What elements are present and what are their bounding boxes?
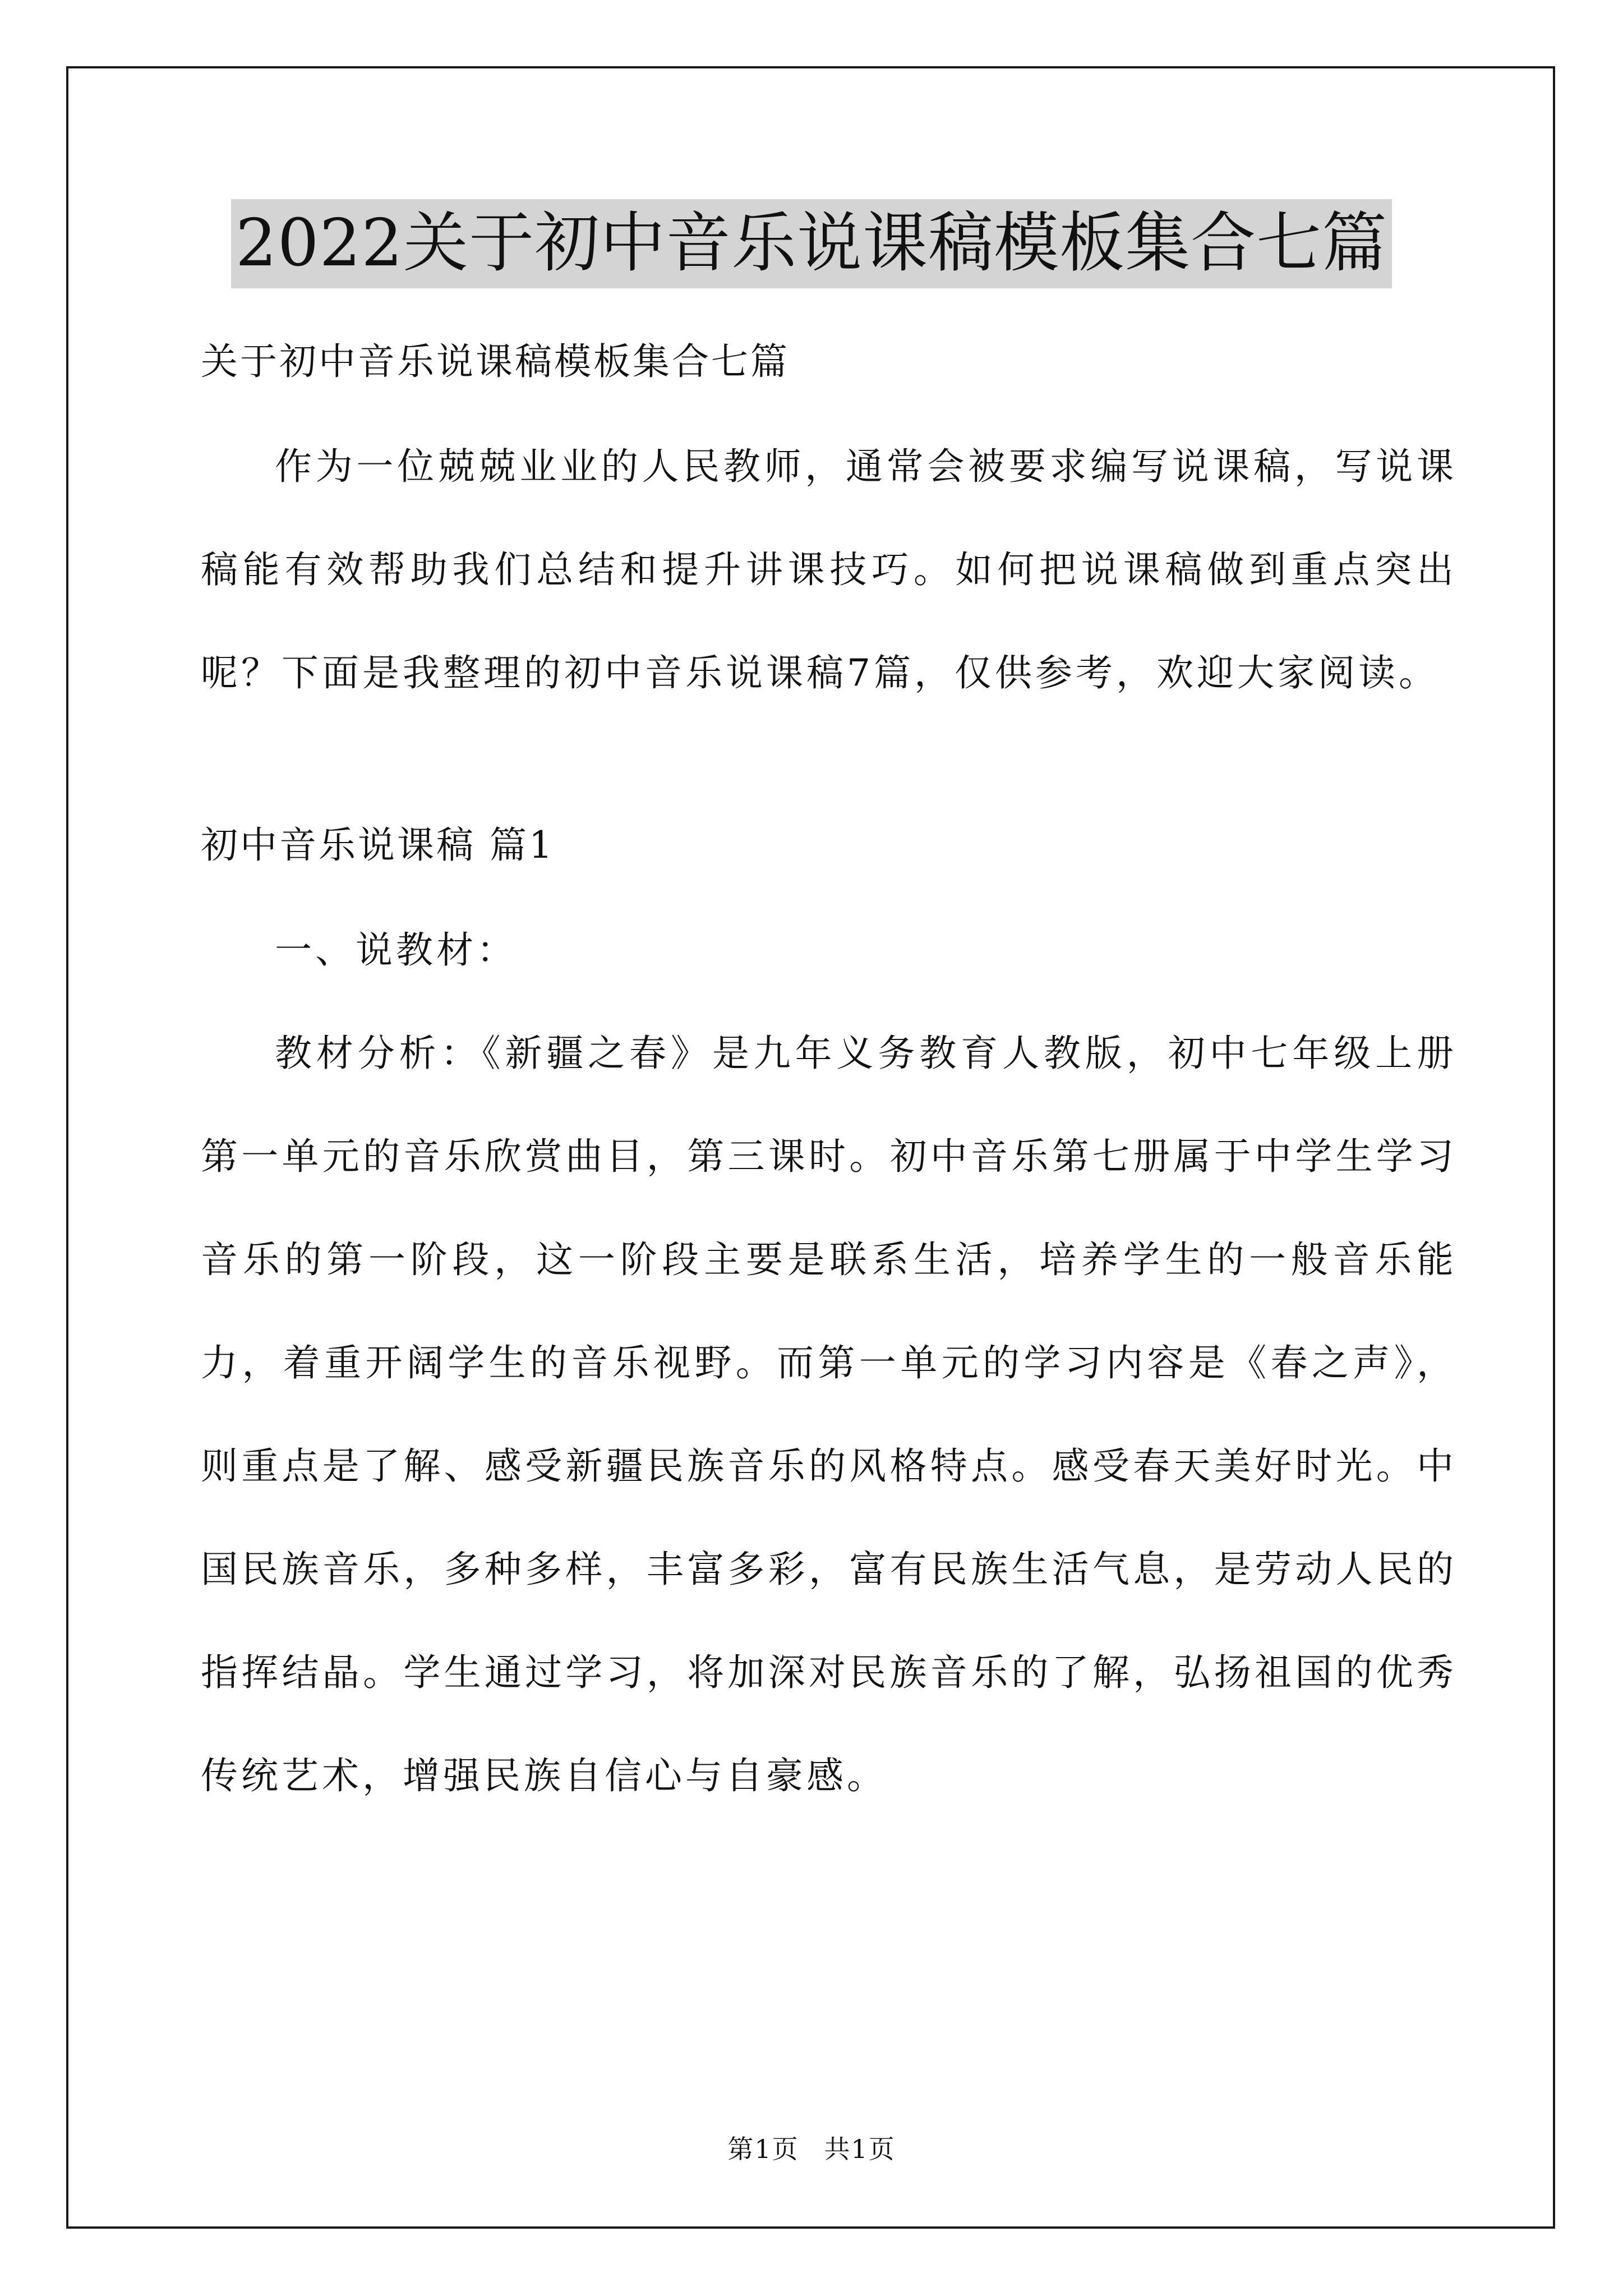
title-container [0,199,1623,288]
intro-paragraph: 作为一位兢兢业业的人民教师，通常会被要求编写说课稿，写说课稿能有效帮助我们总结和提升讲课技巧。如何把说课稿做到重点突出呢？下面是我整理的初中音乐说课稿7篇，仅供参考，欢迎大家阅读。 [201,445,1457,694]
page-footer [0,2129,1623,2166]
document-subtitle: 关于初中音乐说课稿模板集合七篇 [201,340,790,383]
page-total: 共1页 [824,2134,896,2164]
page-number: 第1页 [727,2134,799,2164]
document-title: 2022关于初中音乐说课稿模板集合七篇 [231,199,1392,288]
section-paragraph: 教材分析：《新疆之春》是九年义务教育人教版，初中七年级上册第一单元的音乐欣赏曲目，第三课时。初中音乐第七册属于中学生学习音乐的第一阶段，这一阶段主要是联系生活，培养学生的一般音乐能力，着重开阔学生的音乐视野。而第一单元的学习内容是《春之声》，则重点是了解、感受新疆民族音乐的风格特点。感受春天美好时光。中国民族音乐，多种多样，丰富多彩，富有民族生活气息，是劳动人民的指挥结晶。学生通过学习，将加深对民族音乐的了解，弘扬祖国的优秀传统艺术，增强民族自信心与自豪感。 [201,1032,1457,1797]
section-heading: 初中音乐说课稿 篇1 [201,823,555,867]
document-body [201,309,1457,1828]
section-subheading: 一、说教材： [275,928,517,972]
section-spacer [201,725,1457,792]
